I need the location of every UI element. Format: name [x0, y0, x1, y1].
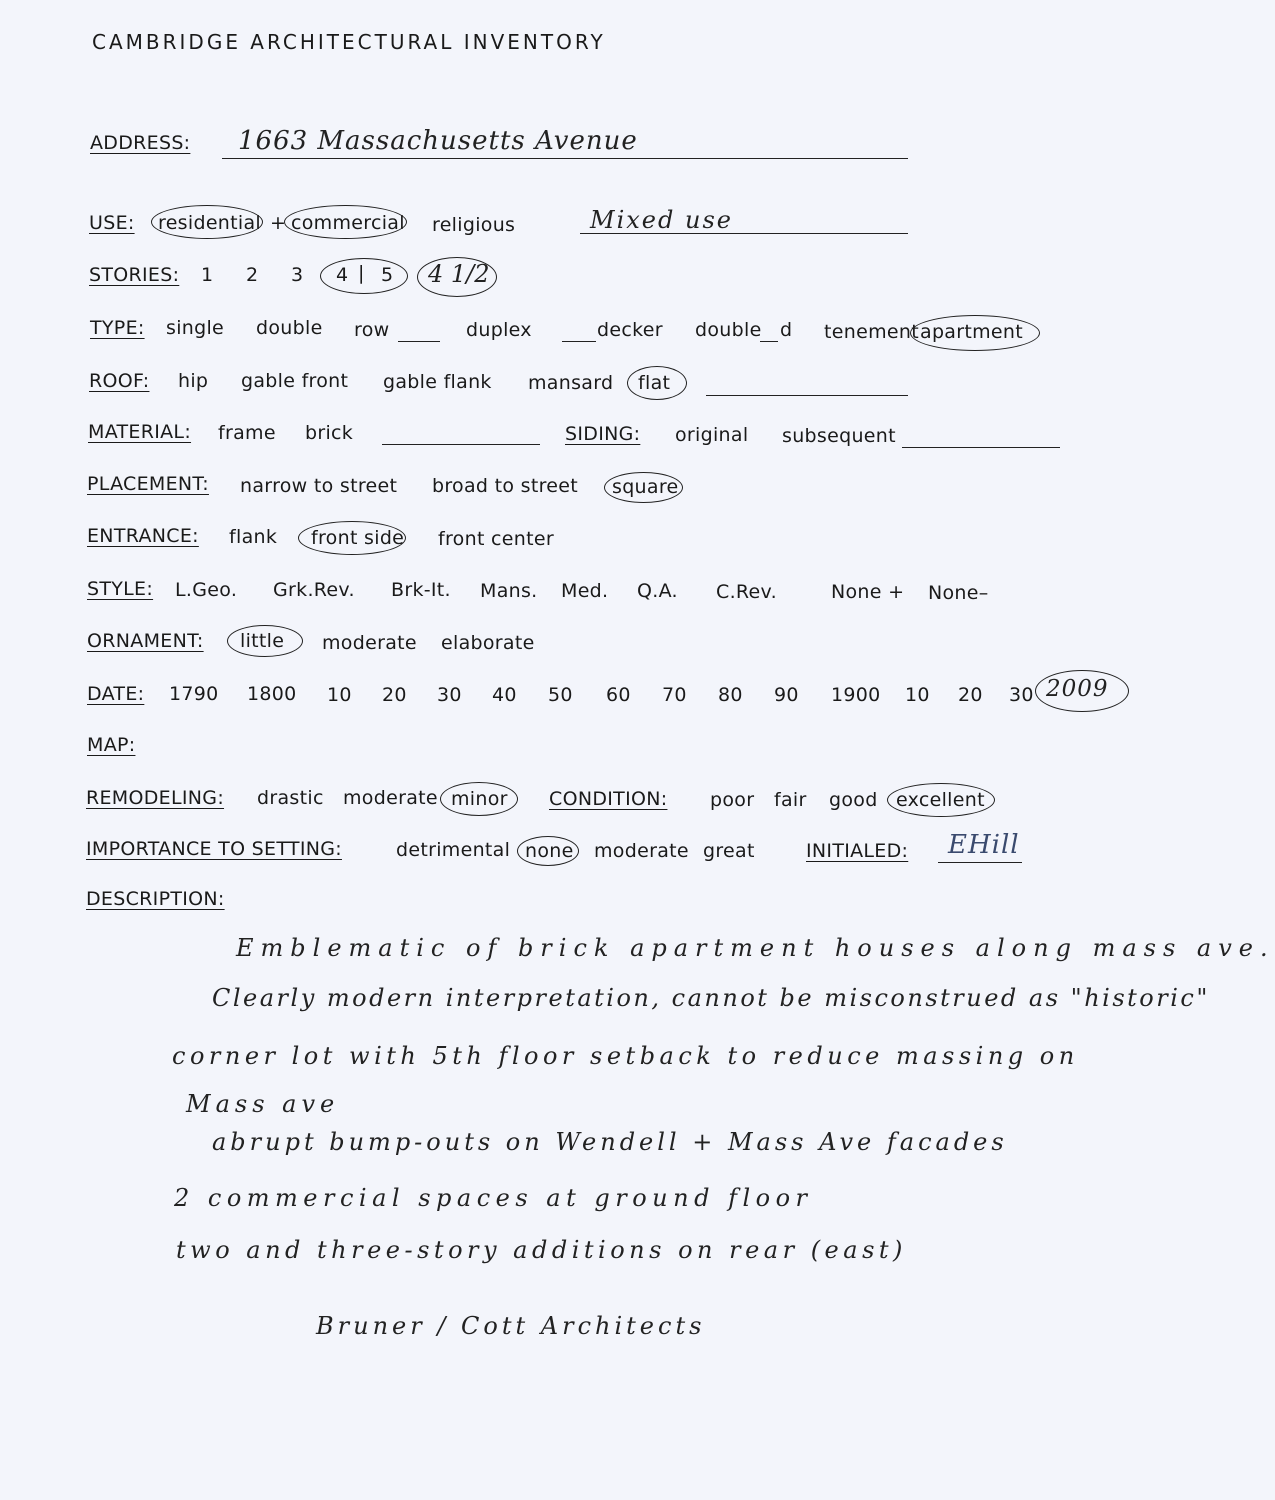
siding-blank — [902, 447, 1060, 448]
roof-gable-front: gable front — [241, 370, 349, 392]
type-duplex: duplex — [466, 319, 532, 341]
material-blank — [382, 444, 540, 445]
date-year: 50 — [548, 684, 573, 706]
use-religious: religious — [432, 214, 516, 236]
type-double-d-blank — [760, 341, 778, 342]
material-frame: frame — [218, 422, 276, 444]
importance-label: IMPORTANCE TO SETTING: — [86, 838, 342, 860]
description-line: Bruner / Cott Architects — [316, 1312, 706, 1340]
date-year: 80 — [718, 684, 743, 706]
style-none-minus: None– — [928, 582, 989, 604]
address-underline — [222, 158, 908, 159]
date-year: 1790 — [169, 683, 219, 705]
style-qa: Q.A. — [637, 580, 678, 602]
initialed-label: INITIALED: — [806, 840, 909, 862]
date-year: 30 — [1009, 684, 1034, 706]
remodeling-minor: minor — [451, 788, 508, 810]
stories-1: 1 — [201, 264, 214, 286]
remodeling-drastic: drastic — [257, 787, 324, 809]
date-year: 10 — [327, 684, 352, 706]
importance-none: none — [525, 840, 574, 862]
type-row: row — [354, 319, 390, 341]
roof-gable-flank: gable flank — [383, 371, 492, 393]
ornament-elaborate: elaborate — [441, 632, 535, 654]
type-label: TYPE: — [90, 317, 145, 339]
style-crev: C.Rev. — [716, 581, 777, 603]
date-year: 20 — [382, 684, 407, 706]
type-decker-blank — [562, 341, 596, 342]
type-double-d-suffix: d — [780, 319, 793, 341]
date-year: 60 — [606, 684, 631, 706]
roof-mansard: mansard — [528, 372, 614, 394]
description-line: abrupt bump-outs on Wendell + Mass Ave facades — [212, 1128, 1008, 1156]
condition-good: good — [829, 789, 878, 811]
entrance-flank: flank — [229, 526, 278, 548]
initialed-value: EHill — [948, 830, 1020, 860]
roof-label: ROOF: — [89, 370, 150, 392]
siding-subsequent: subsequent — [782, 425, 896, 447]
material-brick: brick — [305, 422, 354, 444]
entrance-front-center: front center — [438, 528, 554, 550]
stories-3: 3 — [291, 264, 304, 286]
description-label: DESCRIPTION: — [86, 888, 225, 910]
siding-original: original — [675, 424, 749, 446]
condition-excellent: excellent — [896, 789, 985, 811]
type-single: single — [166, 317, 225, 339]
remodeling-moderate: moderate — [343, 787, 438, 809]
stories-label: STORIES: — [89, 264, 180, 286]
map-label: MAP: — [87, 734, 136, 756]
style-none-plus: None + — [831, 581, 905, 603]
type-double-d: double — [695, 319, 762, 341]
date-written: 2009 — [1046, 676, 1109, 702]
roof-blank — [706, 395, 908, 396]
stories-4: 4 — [336, 264, 349, 286]
date-year: 10 — [905, 684, 930, 706]
description-line: two and three-story additions on rear (east) — [176, 1236, 907, 1264]
description-line: 2 commercial spaces at ground floor — [174, 1184, 813, 1212]
use-label: USE: — [89, 212, 135, 234]
siding-label: SIDING: — [565, 423, 641, 445]
type-tenement: tenement — [824, 321, 919, 343]
date-year: 1900 — [831, 684, 881, 706]
ornament-little: little — [240, 630, 285, 652]
style-med: Med. — [561, 580, 609, 602]
use-residential: residential — [158, 212, 262, 234]
description-line: corner lot with 5th floor setback to reduce massing on — [172, 1042, 1079, 1070]
use-underline — [580, 233, 908, 234]
condition-label: CONDITION: — [549, 788, 668, 810]
style-grkrev: Grk.Rev. — [273, 579, 355, 601]
description-line: Emblematic of brick apartment houses along mass ave. — [236, 934, 1275, 962]
importance-moderate: moderate — [594, 840, 689, 862]
date-year: 1800 — [247, 683, 297, 705]
placement-square: square — [612, 476, 679, 498]
type-decker: decker — [597, 319, 663, 341]
stories-2: 2 — [246, 264, 259, 286]
date-year: 70 — [662, 684, 687, 706]
style-brkit: Brk-It. — [391, 579, 451, 601]
use-commercial: commercial — [291, 212, 405, 234]
importance-detrimental: detrimental — [396, 839, 511, 861]
style-mans: Mans. — [480, 580, 538, 602]
condition-fair: fair — [774, 789, 807, 811]
condition-poor: poor — [710, 789, 755, 811]
date-year: 90 — [774, 684, 799, 706]
style-label: STYLE: — [87, 578, 154, 600]
type-row-blank — [398, 341, 440, 342]
type-double: double — [256, 317, 323, 339]
type-apartment: apartment — [920, 321, 1023, 343]
stories-5: 5 — [381, 264, 394, 286]
importance-great: great — [703, 840, 755, 862]
entrance-front-side: front side — [311, 527, 405, 549]
roof-hip: hip — [178, 370, 209, 392]
use-plus: + — [270, 212, 287, 234]
description-line: Clearly modern interpretation, cannot be misconstrued as "historic" — [212, 984, 1210, 1012]
ornament-moderate: moderate — [322, 632, 417, 654]
stories-written: 4 1/2 — [428, 260, 490, 288]
date-year: 40 — [492, 684, 517, 706]
initialed-underline — [938, 862, 1022, 863]
placement-label: PLACEMENT: — [87, 473, 209, 495]
date-year: 20 — [958, 684, 983, 706]
stories-divider: | — [358, 262, 365, 284]
date-label: DATE: — [87, 683, 145, 705]
address-label: ADDRESS: — [90, 132, 191, 154]
address-value: 1663 Massachusetts Avenue — [238, 126, 638, 156]
date-year: 30 — [437, 684, 462, 706]
placement-narrow: narrow to street — [240, 475, 398, 497]
material-label: MATERIAL: — [88, 421, 192, 443]
use-handwritten: Mixed use — [590, 206, 733, 234]
placement-broad: broad to street — [432, 475, 579, 497]
roof-flat: flat — [638, 372, 671, 394]
description-line: Mass ave — [186, 1090, 340, 1118]
ornament-label: ORNAMENT: — [87, 630, 204, 652]
style-lgeo: L.Geo. — [175, 579, 238, 601]
remodeling-label: REMODELING: — [86, 787, 225, 809]
entrance-label: ENTRANCE: — [87, 525, 199, 547]
form-title: CAMBRIDGE ARCHITECTURAL INVENTORY — [92, 30, 606, 54]
